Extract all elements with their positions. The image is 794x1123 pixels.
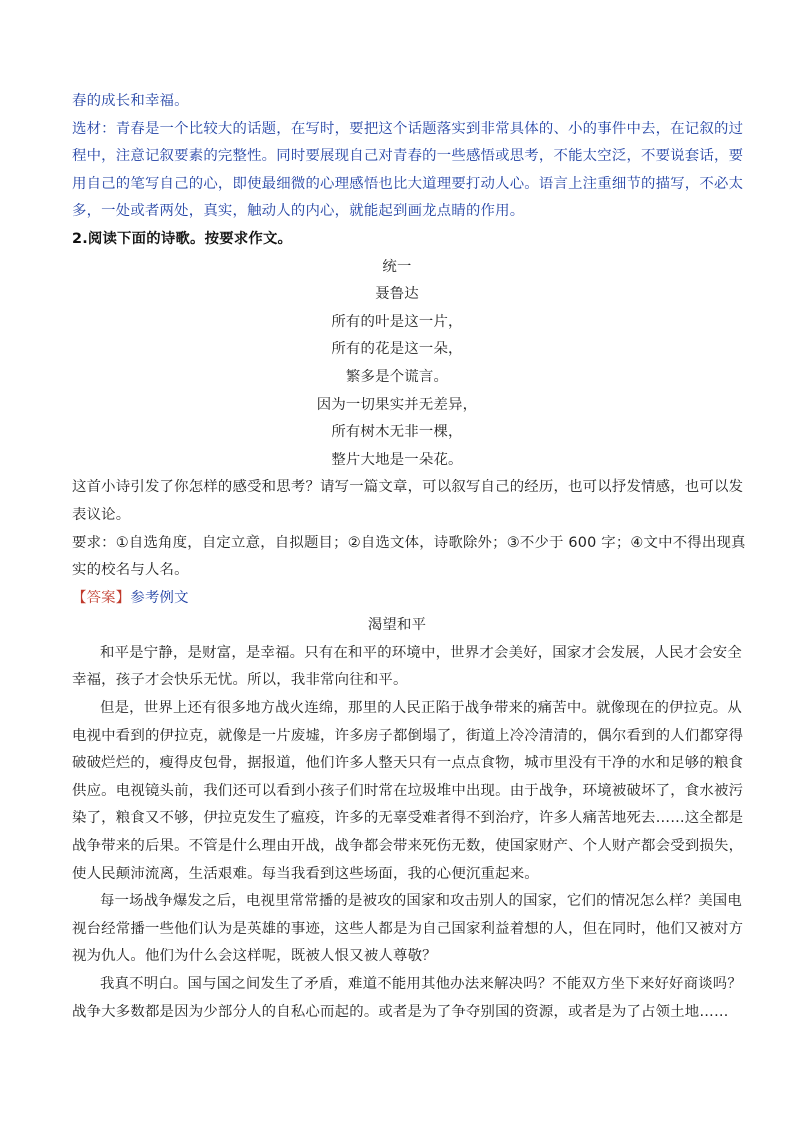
essay-line: 供应。电视镜头前，我们还可以看到小孩子们时常在垃圾堆中出现。由于战争，环境被破坏了，食水被污 [72,782,744,799]
essay-line: 和平是宁静，是财富，是幸福。只有在和平的环境中，世界才会美好，国家才会发展，人民才会安全 [100,644,742,661]
essay-line: 战争大多数都是因为少部分人的自私心而起的。或者是为了争夺别国的资源，或者是为了占领土地…… [72,1003,729,1020]
poem-line: 所有的叶是这一片， [331,313,463,330]
essay-line: 破破烂烂的，瘦得皮包骨，据报道，他们许多人整天只有一点点食物，城市里没有干净的水和足够的粮食 [72,755,744,772]
poem-line: 所有的花是这一朵， [331,341,463,358]
essay-line: 染了，粮食又不够，伊拉克发生了瘟疫，许多的无辜受难者得不到治疗，许多人痛苦地死去……这全都是 [72,810,744,827]
question-heading: 2.阅读下面的诗歌。按要求作文。 [72,230,293,247]
poem-title: 统一 [382,258,412,275]
selection-line: 程中，注意记叙要素的完整性。同时要展现自己对青春的一些感悟或思考，不能太空泛，不要说套话，要 [72,148,744,165]
document-body [72,88,746,1026]
essay-line: 每一场战争爆发之后，电视里常常播的是被攻的国家和攻击别人的国家，它们的情况怎么样？美国电 [100,893,742,910]
selection-line: 用自己的笔写自己的心，即使最细微的心理感悟也比大道理要打动人心。语言上注重细节的描写，不必太 [72,175,744,192]
essay-line: 视台经常播一些他们认为是英雄的事迹，这些人都是为自己国家利益着想的人，但在同时，他们又被对方 [72,920,744,937]
selection-line: 多，一处或者两处，真实，触动人的内心，就能起到画龙点睛的作用。 [72,203,525,220]
poem-line: 所有树木无非一棵， [331,424,463,441]
prompt-line: 这首小诗引发了你怎样的感受和思考？请写一篇文章，可以叙写自己的经历，也可以抒发情感，也可以发 [72,479,744,496]
poem-line: 因为一切果实并无差异， [316,396,478,413]
essay-line: 使人民颠沛流离，生活艰难。每当我看到这些场面，我的心便沉重起来。 [72,865,539,882]
essay-line: 视为仇人。他们为什么会这样呢，既被人恨又被人尊敬？ [72,948,437,965]
prompt-line: 表议论。 [72,506,131,523]
poem-author: 聂鲁达 [375,286,419,303]
answer-tag: 【答案】 [72,589,131,606]
poem-line: 整片大地是一朵花。 [331,451,463,468]
poem-line: 繁多是个谎言。 [345,368,449,385]
essay-line: 战争带来的后果。不管是什么理由开战，战争都会带来死伤无数，使国家财产、个人财产都会受到损失， [72,838,744,855]
essay-line: 我真不明白。国与国之间发生了矛盾，难道不能用其他办法来解决吗？不能双方坐下来好好商谈吗？ [100,976,742,992]
intro-continuation: 春的成长和幸福。 [72,93,189,109]
answer-header [72,585,722,613]
requirement-line: 要求：①自选角度，自定立意，自拟题目；②自选文体，诗歌除外；③不少于 600 字；④文中不得出现真 [72,534,746,551]
essay-line: 电视中看到的伊拉克，就像是一片废墟，许多房子都倒塌了，街道上冷冷清清的，偶尔看到的人们都穿得 [72,727,744,744]
requirement-line: 实的校名与人名。 [72,562,189,579]
selection-line: 选材：青春是一个比较大的话题，在写时，要把这个话题落实到非常具体的、小的事件中去，在记叙的过 [72,120,744,137]
essay-line: 幸福，孩子才会快乐无忧。所以，我非常向往和平。 [72,672,408,689]
essay-title: 渴望和平 [367,617,427,634]
answer-label: 参考例文 [130,589,189,606]
essay-line: 但是，世界上还有很多地方战火连绵，那里的人民正陷于战争带来的痛苦中。就像现在的伊拉克。从 [100,700,742,717]
